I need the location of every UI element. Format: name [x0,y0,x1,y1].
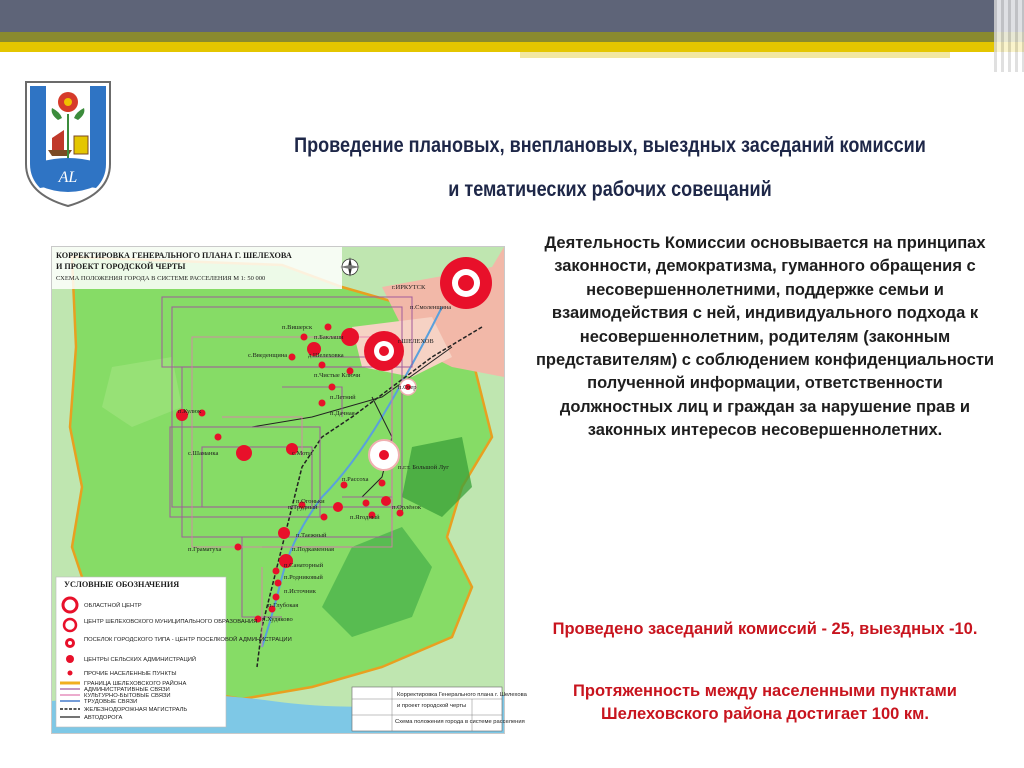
legend-item-4: ПРОЧИЕ НАСЕЛЕННЫЕ ПУНКТЫ [84,671,177,677]
body-paragraph: Деятельность Комиссии основывается на принципах законности, демократизма, гуманного обращения с несовершеннолетними, поддержке семьи и взаимодействия с ней, индивидуального подхода к несовершеннолетним, родителям (законным представителям) с соблюдением конфиденциальности полученной информации, ответственности должностных лиц и граждан за нарушение прав и законных интересов несовершеннолетних. [535,234,995,440]
label-vvedenshina: с.Введенщина [248,352,288,359]
legend-item-10: АВТОДОРОГА [84,715,123,721]
label-gramatukha: п.Граматуха [188,546,222,553]
stamp-line2: и проект городской черты [397,703,467,709]
marker-trudny [333,502,343,512]
legend-item-0: ОБЛАСТНОЙ ЦЕНТР [84,603,142,609]
label-podkamennaya: п.Подкаменная [292,546,334,553]
slide-title-line1: Проведение плановых, внеплановых, выездных заседаний комиссии [294,134,926,157]
label-smolenshina: п.Смоленщина [410,304,452,311]
label-ozerny: п.Озер [398,384,417,391]
label-glubokaya: п.Глубокая [268,602,299,609]
marker-irkutsk [440,257,492,309]
label-baklashi: п.Баклаши [314,334,344,341]
label-ogonki: п.Огоньки [296,498,325,505]
settlement-map [51,246,527,734]
label-hudyakovo: п.Худяково [262,616,293,623]
stat-distance: Протяженность между населенными пунктами Шелеховского района достигает 100 км. [573,682,957,724]
label-vishnerk: п.Вишерск [282,324,313,331]
marker-taezhny [278,527,290,539]
header-band-yellow [0,42,1024,52]
marker-bolshoy-lug [369,440,399,470]
label-shelekhovka: д.Шелеховка [308,352,344,359]
map-title-line1: КОРРЕКТИРОВКА ГЕНЕРАЛЬНОГО ПЛАНА Г. ШЕЛЕХОВА [56,251,292,260]
marker-orlenok [381,496,391,506]
legend-item-5: ГРАНИЦА ШЕЛЕХОВСКОГО РАЙОНА [84,681,187,687]
stamp-line1: Корректировка Генерального плана г. Шелехова [397,692,527,698]
header-band-dark [0,0,1024,32]
label-irkutsk: г.ИРКУТСК [392,284,426,291]
label-chistye-klyuchi: п.Чистые Ключи [314,372,361,379]
label-kulyuk: п.Кулюк [178,408,202,415]
legend-header: УСЛОВНЫЕ ОБОЗНАЧЕНИЯ [64,580,180,589]
marker-shamanka [236,445,252,461]
legend-item-2: ПОСЕЛОК ГОРОДСКОГО ТИПА - ЦЕНТР ПОСЕЛКОВОЙ АДМИНИСТРАЦИИ [84,637,292,643]
marker-shelekhov [364,331,404,371]
header-stripes [994,0,1024,72]
legend-item-9: ЖЕЛЕЗНОДОРОЖНАЯ МАГИСТРАЛЬ [84,707,188,713]
legend-item-3: ЦЕНТРЫ СЕЛЬСКИХ АДМИНИСТРАЦИЙ [84,657,197,663]
legend-item-1: ЦЕНТР ШЕЛЕХОВСКОГО МУНИЦИПАЛЬНОГО ОБРАЗОВАНИЯ [84,619,258,625]
coat-monogram: AL [58,169,78,186]
map-title-line3: СХЕМА ПОЛОЖЕНИЯ ГОРОДА В СИСТЕМЕ РАССЕЛЕНИЯ М 1: 50 000 [56,275,266,282]
label-rassokha: п.Рассоха [342,476,369,483]
label-shamanka: с.Шаманка [188,450,219,457]
label-rodnikovy: п.Родниковый [284,574,323,581]
label-orlenok: п.Орлёнок [392,504,421,511]
label-shelekhov: г.ШЕЛЕХОВ [398,338,434,345]
stat-sessions: Проведено заседаний комиссий - 25, выездных -10. [552,620,978,638]
slide-title-line2: и тематических рабочих совещаний [448,178,772,201]
label-dachnaya: п.Дачная [330,410,355,417]
label-moty: с.Моты [292,450,313,457]
slide-title [257,124,962,212]
label-yagodny: п.Ягодный [350,514,380,521]
header-band-pale [520,52,950,58]
coat-of-arms-icon [22,78,114,210]
legend-item-6: АДМИНИСТРАТИВНЫЕ СВЯЗИ [84,687,170,693]
map-title-line2: И ПРОЕКТ ГОРОДСКОЙ ЧЕРТЫ [56,262,186,271]
label-trudny: п.Трудный [288,504,318,511]
stamp-cell: Схема положения города в системе расселения [395,719,525,725]
marker-baklashi [341,328,359,346]
label-sanatorny: п.Санаторный [284,562,324,569]
header-band-olive [0,32,1024,42]
map-stamp [352,687,528,731]
label-letniy: п.Летний [330,394,356,401]
label-taezhny: п.Таежный [296,532,327,539]
legend-item-7: КУЛЬТУРНО-БЫТОВЫЕ СВЯЗИ [84,693,171,699]
legend-item-8: ТРУДОВЫЕ СВЯЗИ [84,699,138,705]
label-bolshoy-lug: п.г.т. Большой Луг [398,464,449,471]
label-istochnik: п.Источник [284,588,316,595]
